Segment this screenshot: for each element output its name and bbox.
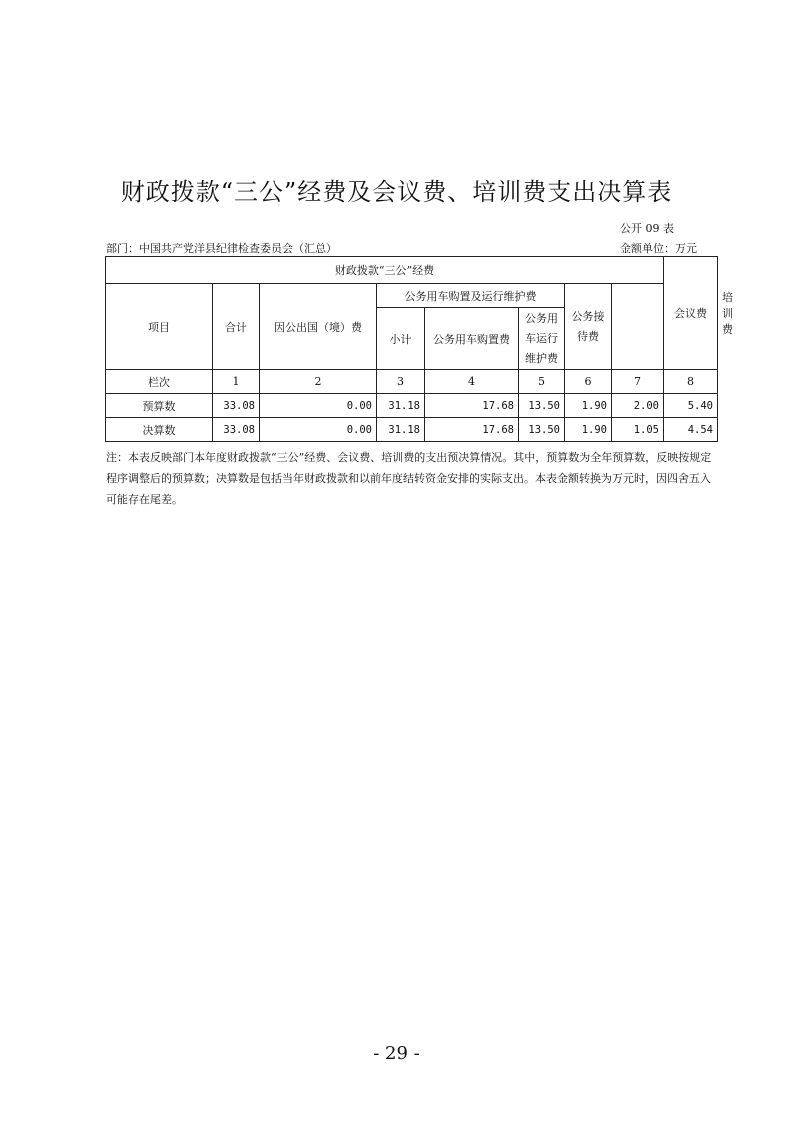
- form-code: 公开 09 表: [620, 222, 674, 235]
- page-title: 财政拨款“三公”经费及会议费、培训费支出决算表: [120, 178, 673, 206]
- page-number: - 29 -: [373, 1043, 420, 1064]
- department-label: 部门：中国共产党洋县纪律检查委员会（汇总）: [106, 242, 337, 255]
- cell: 0.00: [260, 394, 377, 418]
- table-row: [106, 418, 718, 442]
- header-abroad: 因公出国（境）费: [260, 284, 377, 370]
- cell: 8: [664, 370, 718, 394]
- expenditure-table: 财政拨款“三公”经费 会议费 培训费 项目 合计 因公出国（境）费 公务用车购置及运行维护费 公务接 待费 小计 公务用车购置费 公务用 车运行 维护费 栏次 1 2 3 4 5 6 7 8 预算数 33.08 0.00 31.18 17.68 13.50 1.90 2.00 5.40 决算数 33.08 0.00 31.18 17.68 13.50 1.90 1.05 4.54: [105, 256, 718, 442]
- cell: 4: [425, 370, 519, 394]
- cell: 1.05: [612, 418, 664, 442]
- cell: 33.08: [213, 394, 260, 418]
- cell: 1: [213, 370, 260, 394]
- cell: 1.90: [565, 394, 612, 418]
- unit-label: 金额单位：万元: [620, 242, 697, 255]
- cell: 4.54: [664, 418, 718, 442]
- header-subtotal: 小计: [377, 308, 425, 370]
- cell: 31.18: [377, 394, 425, 418]
- header-vehicle-group: 公务用车购置及运行维护费: [377, 284, 565, 308]
- cell: 13.50: [519, 394, 565, 418]
- cell: 6: [565, 370, 612, 394]
- cell: 1.90: [565, 418, 612, 442]
- cell: 7: [612, 370, 664, 394]
- header-item: 项目: [106, 284, 213, 370]
- row-label: 栏次: [106, 370, 213, 394]
- table-note: 注：本表反映部门本年度财政拨款“三公”经费、会议费、培训费的支出预决算情况。其中，预算数为全年预算数，反映按规定程序调整后的预算数；决算数是包括当年财政拨款和以前年度结转资金安排的实际支出。本表金额转换为万元时，因四舍五入可能存在尾差。: [106, 451, 712, 506]
- cell: 0.00: [260, 418, 377, 442]
- cell: 2.00: [612, 394, 664, 418]
- cell: 2: [260, 370, 377, 394]
- cell: 17.68: [425, 418, 519, 442]
- header-meeting: 会议费: [664, 257, 718, 370]
- cell: 17.68: [425, 394, 519, 418]
- cell: 13.50: [519, 418, 565, 442]
- cell: 5.40: [664, 394, 718, 418]
- header-total: 合计: [213, 284, 260, 370]
- table-row: [106, 370, 718, 394]
- cell: 3: [377, 370, 425, 394]
- header-vehicle-operation: 公务用 车运行 维护费: [519, 308, 565, 370]
- cell: 33.08: [213, 418, 260, 442]
- cell: 5: [519, 370, 565, 394]
- table-row: [106, 394, 718, 418]
- row-label: 决算数: [106, 418, 213, 442]
- cell: 31.18: [377, 418, 425, 442]
- header-vehicle-purchase: 公务用车购置费: [425, 308, 519, 370]
- header-three-public: 财政拨款“三公”经费: [106, 257, 664, 284]
- row-label: 预算数: [106, 394, 213, 418]
- header-reception: 公务接 待费: [565, 284, 612, 370]
